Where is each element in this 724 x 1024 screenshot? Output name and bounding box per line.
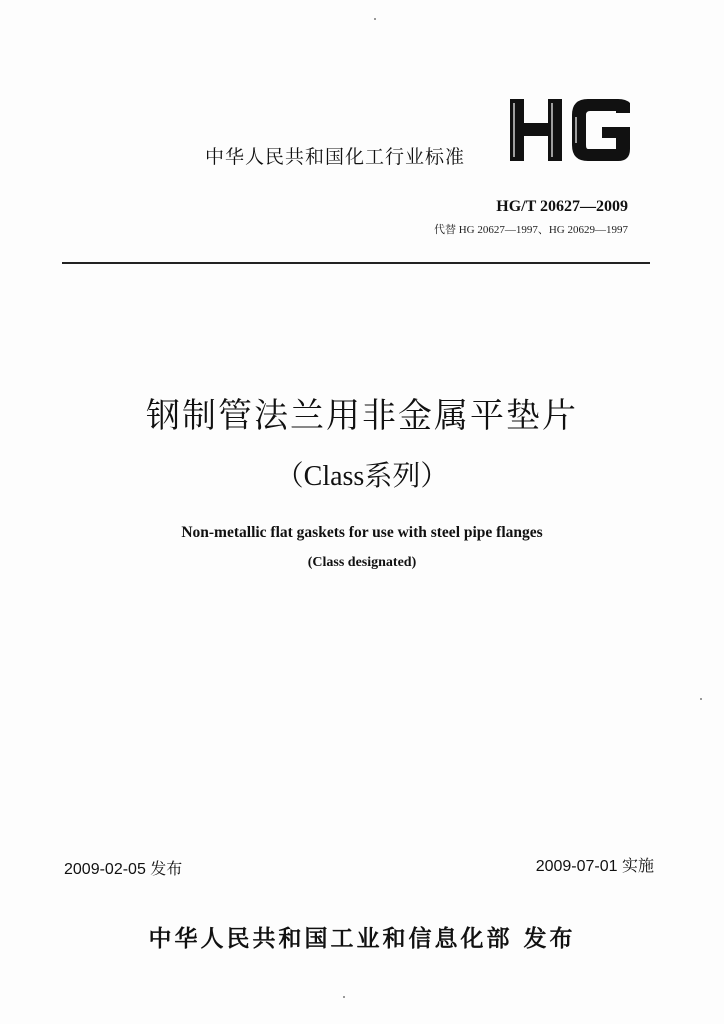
english-main-title: Non-metallic flat gaskets for use with steel pipe flanges <box>181 524 543 541</box>
chinese-main-title: 钢制管法兰用非金属平垫片 <box>146 396 578 436</box>
hg-logo <box>508 97 636 165</box>
implementation-date: 2009-07-01 实施 <box>535 858 654 875</box>
issue-date: 2009-02-05 发布 <box>64 861 183 878</box>
scan-speck <box>374 18 376 20</box>
header-divider <box>62 262 650 264</box>
standard-category-title: 中华人民共和国化工行业标准 <box>205 146 466 168</box>
chinese-subtitle: （Class系列） <box>275 461 449 492</box>
scan-speck <box>343 996 345 998</box>
replaces-note: 代替 HG 20627—1997、HG 20629—1997 <box>433 224 628 236</box>
english-subtitle: (Class designated) <box>307 555 417 570</box>
scan-speck <box>700 698 702 700</box>
publisher-line: 中华人民共和国工业和信息化部 发布 <box>148 926 576 952</box>
standard-number: HG/T 20627—2009 <box>496 198 628 215</box>
